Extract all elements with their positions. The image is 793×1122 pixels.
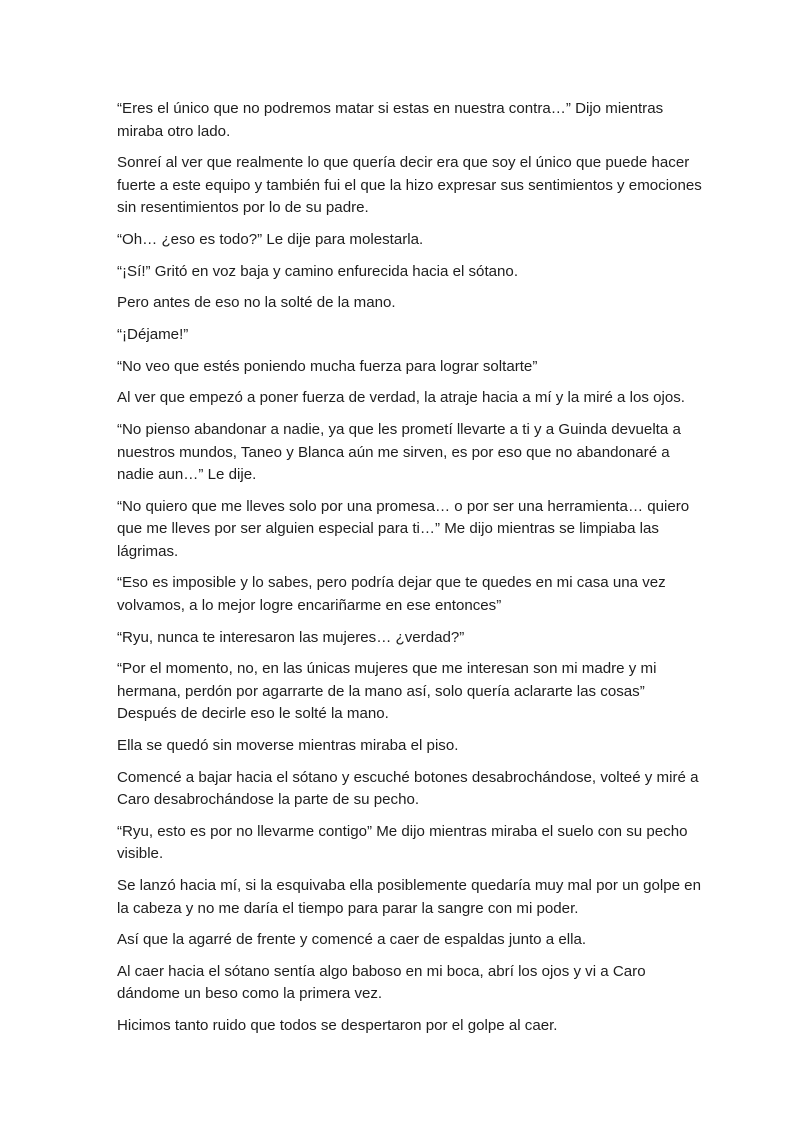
paragraph-14: Ella se quedó sin moverse mientras miraba el piso.	[117, 736, 459, 754]
paragraph-15: Comencé a bajar hacia el sótano y escuché botones desabrochándose, volteé y miré a Caro desabrochándose la parte de su pecho.	[117, 768, 699, 809]
paragraph-12: “Ryu, nunca te interesaron las mujeres… ¿verdad?”	[117, 628, 465, 646]
paragraph-13: “Por el momento, no, en las únicas mujeres que me interesan son mi madre y mi hermana, perdón por agarrarte de la mano así, solo quería aclararte las cosas” Después de decirle eso le solté la mano.	[117, 660, 657, 723]
paragraph-7: “No veo que estés poniendo mucha fuerza para lograr soltarte”	[117, 357, 538, 375]
paragraph-1: “Eres el único que no podremos matar si estas en nuestra contra…” Dijo mientras miraba otro lado.	[117, 100, 664, 140]
paragraph-8: Al ver que empezó a poner fuerza de verdad, la atraje hacia a mí y la miré a los ojos.	[117, 389, 685, 407]
paragraph-5: Pero antes de eso no la solté de la mano.	[117, 294, 396, 312]
paragraph-2: Sonreí al ver que realmente lo que quería decir era que soy el único que puede hacer fuerte a este equipo y también fui el que la hizo expresar sus sentimientos y emociones sin resentimientos por lo de su padre.	[117, 154, 702, 217]
paragraph-4: “¡Sí!” Gritó en voz baja y camino enfurecida hacia el sótano.	[117, 262, 519, 280]
paragraph-20: Hicimos tanto ruido que todos se despertaron por el golpe al caer.	[117, 1017, 558, 1035]
paragraph-6: “¡Déjame!”	[117, 325, 189, 343]
paragraph-9: “No pienso abandonar a nadie, ya que les prometí llevarte a ti y a Guinda devuelta a nuestros mundos, Taneo y Blanca aún me sirven, es por eso que no abandonaré a nadie aun…” Le dije.	[117, 421, 681, 483]
paragraph-19: Al caer hacia el sótano sentía algo baboso en mi boca, abrí los ojos y vi a Caro dándome un beso como la primera vez.	[117, 962, 646, 1003]
paragraph-11: “Eso es imposible y lo sabes, pero podría dejar que te quedes en mi casa una vez volvamos, a lo mejor logre encariñarme en ese entonces”	[117, 574, 666, 614]
story-text	[117, 98, 707, 1047]
paragraph-18: Así que la agarré de frente y comencé a caer de espaldas junto a ella.	[117, 931, 587, 949]
paragraph-17: Se lanzó hacia mí, si la esquivaba ella posiblemente quedaría muy mal por un golpe en la cabeza y no me daría el tiempo para parar la sangre con mi poder.	[117, 877, 701, 917]
paragraph-3: “Oh… ¿eso es todo?” Le dije para molestarla.	[117, 230, 424, 248]
paragraph-16: “Ryu, esto es por no llevarme contigo” Me dijo mientras miraba el suelo con su pecho visible.	[117, 822, 688, 863]
paragraph-10: “No quiero que me lleves solo por una promesa… o por ser una herramienta… quiero que me lleves por ser alguien especial para ti…” Me dijo mientras se limpiaba las lágrimas.	[117, 497, 690, 560]
